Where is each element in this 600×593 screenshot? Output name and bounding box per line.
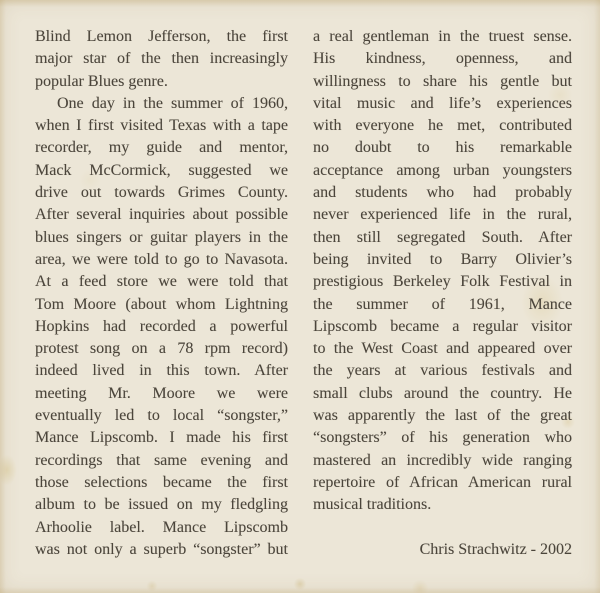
signature: Chris Strachwitz - 2002 xyxy=(419,540,572,558)
text-line: never experienced life in the rural, xyxy=(313,206,572,224)
text-line: Lipscomb became a regular visitor xyxy=(313,317,572,335)
text-line: Hopkins had recorded a powerful xyxy=(35,317,288,335)
text-line: Tom Moore (about whom Lightning xyxy=(35,295,288,313)
text-line: meeting Mr. Moore we were xyxy=(35,384,288,402)
text-line: the summer of 1961, Mance xyxy=(313,295,572,313)
text-line: After several inquiries about possible xyxy=(35,206,288,224)
text-line: then still segregated South. After xyxy=(313,228,572,246)
text-line: small clubs around the country. He xyxy=(313,384,572,402)
text-line: when I first visited Texas with a tape xyxy=(35,117,288,135)
text-line: no doubt to his remarkable xyxy=(313,139,572,157)
text-line: those selections became the first xyxy=(35,473,288,491)
left-text-column xyxy=(35,26,288,561)
text-line xyxy=(313,517,572,539)
text-line: recorder, my guide and mentor, xyxy=(35,139,288,157)
text-line: a real gentleman in the truest sense. xyxy=(313,28,572,45)
text-line: being invited to Barry Olivier’s xyxy=(313,250,572,268)
right-text-column xyxy=(313,26,572,561)
text-line: “songsters” of his generation who xyxy=(313,429,572,447)
liner-notes-text xyxy=(35,26,572,561)
text-line: repertoire of African American rural xyxy=(313,473,572,491)
text-line: willingness to share his gentle but xyxy=(313,72,572,90)
text-line: recordings that same evening and xyxy=(35,451,288,469)
text-line: Blind Lemon Jefferson, the first xyxy=(35,28,288,45)
text-line: blues singers or guitar players in the xyxy=(35,228,288,246)
text-line: was not only a superb “songster” but xyxy=(35,540,288,558)
text-line: Arhoolie label. Mance Lipscomb xyxy=(35,518,288,536)
text-line: musical traditions. xyxy=(313,496,432,514)
text-line: area, we were told to go to Navasota. xyxy=(35,250,288,268)
text-line: vital music and life’s experiences xyxy=(313,94,572,112)
text-line: drive out towards Grimes County. xyxy=(35,184,288,202)
text-line: was apparently the last of the great xyxy=(313,407,572,425)
text-line: the years at various festivals and xyxy=(313,362,572,380)
text-line: indeed lived in this town. After xyxy=(35,362,288,380)
text-line: mastered an incredibly wide ranging xyxy=(313,451,572,469)
text-line: with everyone he met, contributed xyxy=(313,117,572,135)
text-line: At a feed store we were told that xyxy=(35,273,288,291)
text-line: protest song on a 78 rpm record) xyxy=(35,340,288,358)
text-line: acceptance among urban youngsters xyxy=(313,161,572,179)
text-line: His kindness, openness, and xyxy=(313,50,572,68)
text-line: album to be issued on my fledgling xyxy=(35,496,288,514)
text-line: eventually led to local “songster,” xyxy=(35,407,288,425)
text-line: prestigious Berkeley Folk Festival in xyxy=(313,273,572,291)
text-line: and students who had probably xyxy=(313,184,572,202)
text-line: Mack McCormick, suggested we xyxy=(35,161,288,179)
text-line: One day in the summer of 1960, xyxy=(57,94,288,112)
text-line: to the West Coast and appeared over xyxy=(313,340,572,358)
text-line: Mance Lipscomb. I made his first xyxy=(35,429,288,447)
text-line: major star of the then increasingly xyxy=(35,50,288,68)
text-line: popular Blues genre. xyxy=(35,72,168,90)
